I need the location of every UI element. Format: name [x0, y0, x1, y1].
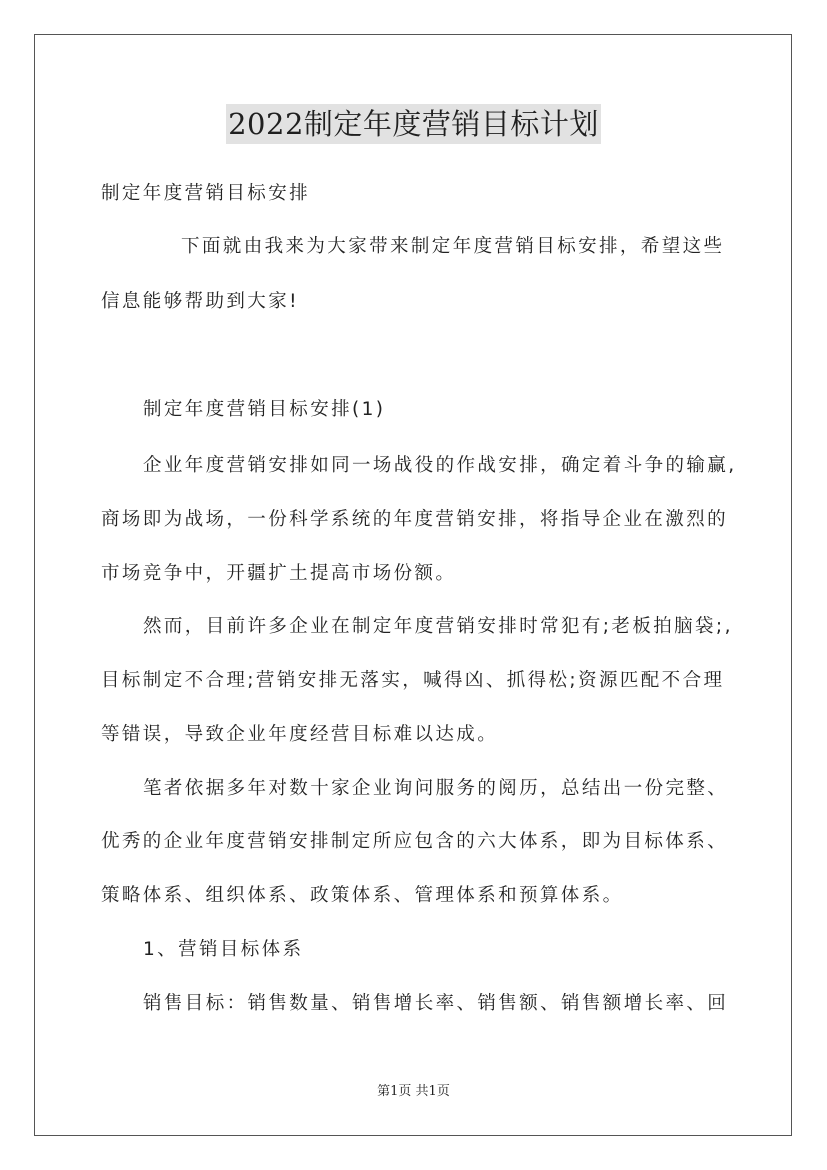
title-wrapper [0, 104, 827, 144]
paragraph-3-line-2: 优秀的企业年度营销安排制定所应包含的六大体系，即为目标体系、 [101, 831, 729, 852]
section-heading: 制定年度营销目标安排(1) [143, 399, 386, 420]
document-title: 2022制定年度营销目标计划 [226, 104, 601, 144]
paragraph-3-line-1: 笔者依据多年对数十家企业询问服务的阅历，总结出一份完整、 [143, 778, 729, 799]
intro-line-1: 下面就由我来为大家带来制定年度营销目标安排，希望这些 [181, 236, 725, 257]
subheading: 制定年度营销目标安排 [101, 183, 311, 204]
paragraph-1-line-1: 企业年度营销安排如同一场战役的作战安排，确定着斗争的输赢, [143, 455, 737, 476]
paragraph-2-line-3: 等错误，导致企业年度经营目标难以达成。 [101, 724, 499, 745]
intro-line-2: 信息能够帮助到大家! [101, 291, 299, 312]
paragraph-2-line-1: 然而，目前许多企业在制定年度营销安排时常犯有;老板拍脑袋;, [143, 616, 733, 637]
page-footer: 第1页 共1页 [377, 1084, 450, 1099]
paragraph-1-line-2: 商场即为战场，一份科学系统的年度营销安排，将指导企业在激烈的 [101, 509, 729, 530]
paragraph-2-line-2: 目标制定不合理;营销安排无落实，喊得凶、抓得松;资源匹配不合理 [101, 670, 725, 691]
paragraph-3-line-3: 策略体系、组织体系、政策体系、管理体系和预算体系。 [101, 885, 624, 906]
paragraph-1-line-3: 市场竞争中，开疆扩土提高市场份额。 [101, 563, 457, 584]
list-item-1: 1、营销目标体系 [143, 939, 304, 960]
paragraph-4-line-1: 销售目标：销售数量、销售增长率、销售额、销售额增长率、回 [143, 993, 729, 1014]
